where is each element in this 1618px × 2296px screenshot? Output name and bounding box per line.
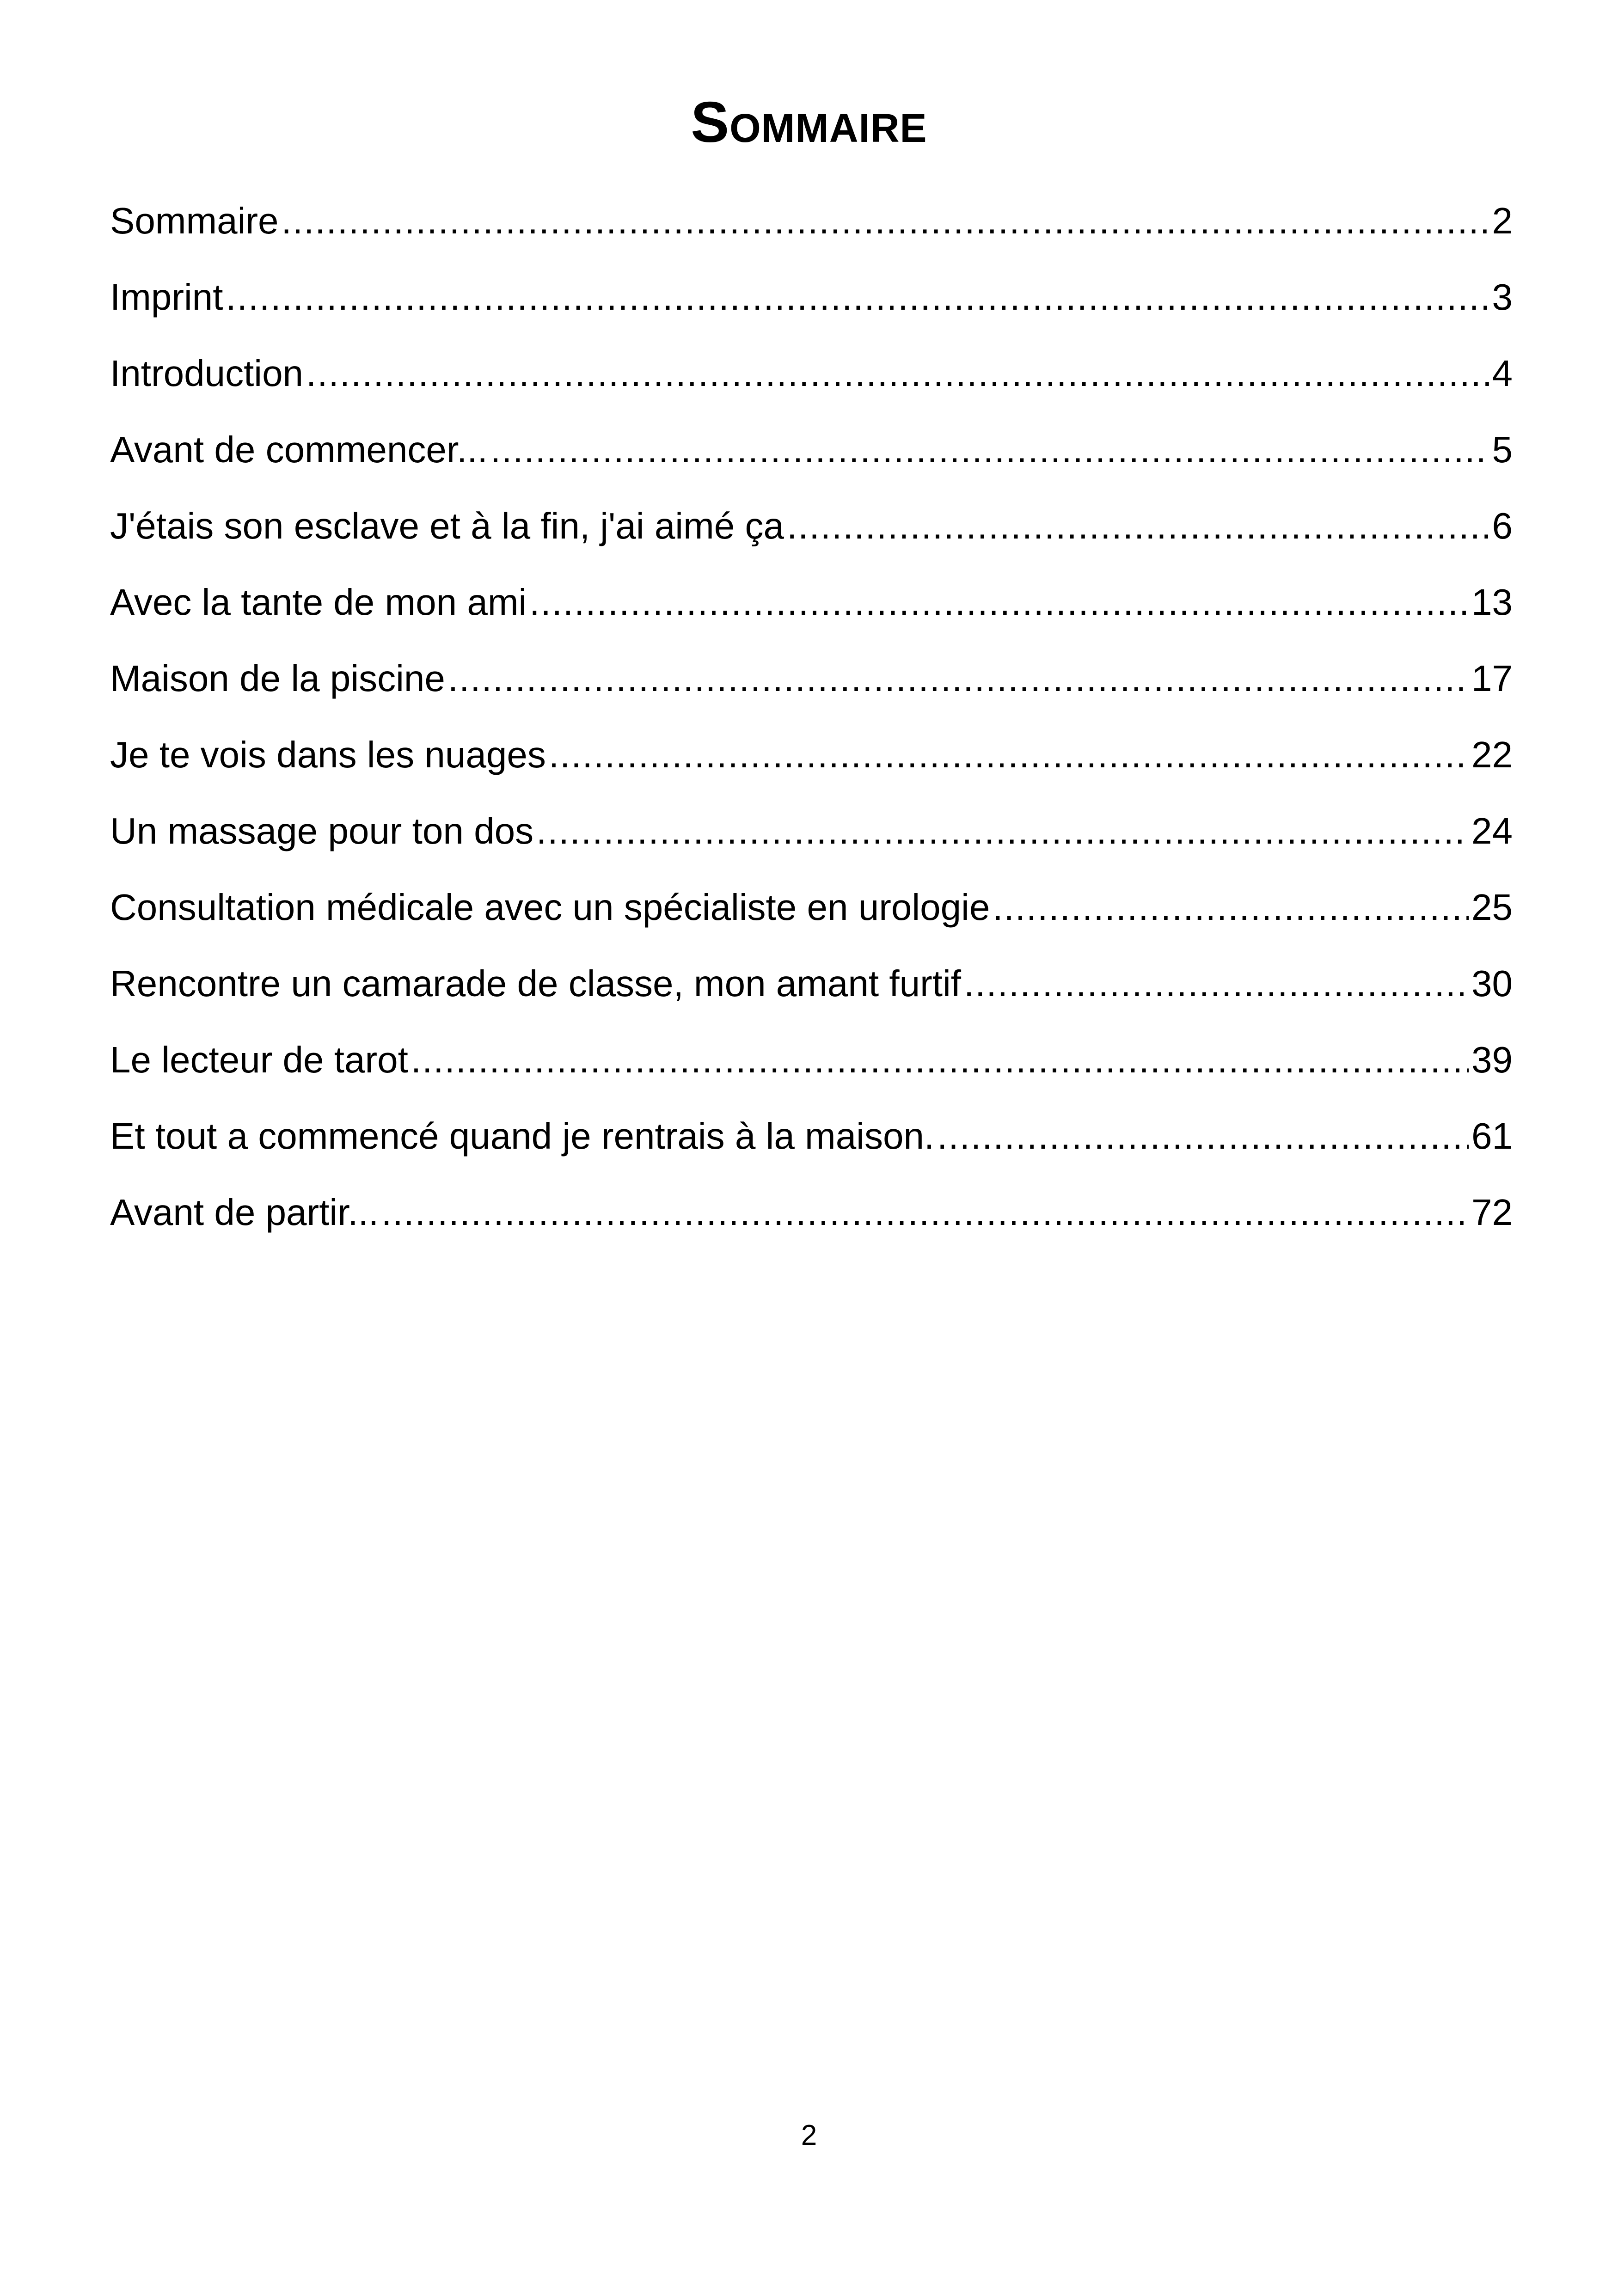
toc-dot-leader — [536, 803, 1469, 859]
toc-entry-page: 61 — [1471, 1115, 1513, 1157]
toc-entry-title: Rencontre un camarade de classe, mon amant furtif — [110, 963, 961, 1004]
toc-entry — [110, 346, 1513, 422]
toc-dot-leader — [448, 651, 1469, 706]
toc-entry-title: Consultation médicale avec un spécialiste en urologie — [110, 887, 990, 928]
toc-entry-page: 22 — [1471, 734, 1513, 775]
toc-entry-title: Je te vois dans les nuages — [110, 734, 546, 775]
toc-entry — [110, 193, 1513, 269]
toc-entry-page: 3 — [1492, 276, 1513, 318]
toc-entry-title: Imprint — [110, 276, 223, 318]
toc-entry-title: Avant de commencer... — [110, 429, 488, 470]
toc-entry-page: 39 — [1471, 1039, 1513, 1080]
table-of-contents — [110, 193, 1513, 1261]
toc-entry-page: 72 — [1471, 1192, 1513, 1233]
toc-entry-title: Un massage pour ton dos — [110, 810, 534, 851]
toc-entry-page: 6 — [1492, 505, 1513, 546]
toc-entry — [110, 803, 1513, 880]
toc-dot-leader — [529, 575, 1469, 630]
toc-entry-page: 17 — [1471, 658, 1513, 699]
toc-entry-page: 4 — [1492, 353, 1513, 394]
toc-entry-page: 25 — [1471, 887, 1513, 928]
toc-dot-leader — [490, 422, 1489, 478]
toc-entry-title: Sommaire — [110, 200, 279, 241]
toc-entry — [110, 1108, 1513, 1185]
toc-entry-title: Maison de la piscine — [110, 658, 445, 699]
toc-entry-title: Introduction — [110, 353, 304, 394]
toc-dot-leader — [411, 1032, 1469, 1088]
toc-entry — [110, 727, 1513, 803]
toc-entry — [110, 651, 1513, 727]
toc-entry-title: Et tout a commencé quand je rentrais à la maison. — [110, 1115, 935, 1157]
toc-dot-leader — [787, 498, 1489, 554]
toc-dot-leader — [306, 346, 1489, 401]
toc-entry-title: Le lecteur de tarot — [110, 1039, 408, 1080]
toc-dot-leader — [226, 269, 1489, 325]
toc-entry — [110, 956, 1513, 1032]
toc-entry-title: Avec la tante de mon ami — [110, 582, 527, 623]
toc-entry-title: J'étais son esclave et à la fin, j'ai aimé ça — [110, 505, 784, 546]
toc-entry — [110, 880, 1513, 956]
toc-entry — [110, 575, 1513, 651]
toc-entry-title: Avant de partir... — [110, 1192, 379, 1233]
toc-entry-page: 30 — [1471, 963, 1513, 1004]
toc-dot-leader — [993, 880, 1469, 935]
toc-entry-page: 5 — [1492, 429, 1513, 470]
toc-entry-page: 2 — [1492, 200, 1513, 241]
toc-dot-leader — [964, 956, 1469, 1011]
toc-entry-page: 24 — [1471, 810, 1513, 851]
toc-dot-leader — [282, 193, 1489, 249]
toc-dot-leader — [381, 1185, 1469, 1240]
page-number: 2 — [801, 2119, 817, 2151]
toc-entry-page: 13 — [1471, 582, 1513, 623]
toc-entry — [110, 498, 1513, 575]
toc-entry — [110, 1185, 1513, 1261]
toc-dot-leader — [937, 1108, 1469, 1164]
toc-entry — [110, 269, 1513, 346]
toc-entry — [110, 422, 1513, 498]
toc-entry — [110, 1032, 1513, 1108]
page-title: Sommaire — [691, 91, 927, 154]
toc-dot-leader — [549, 727, 1469, 783]
